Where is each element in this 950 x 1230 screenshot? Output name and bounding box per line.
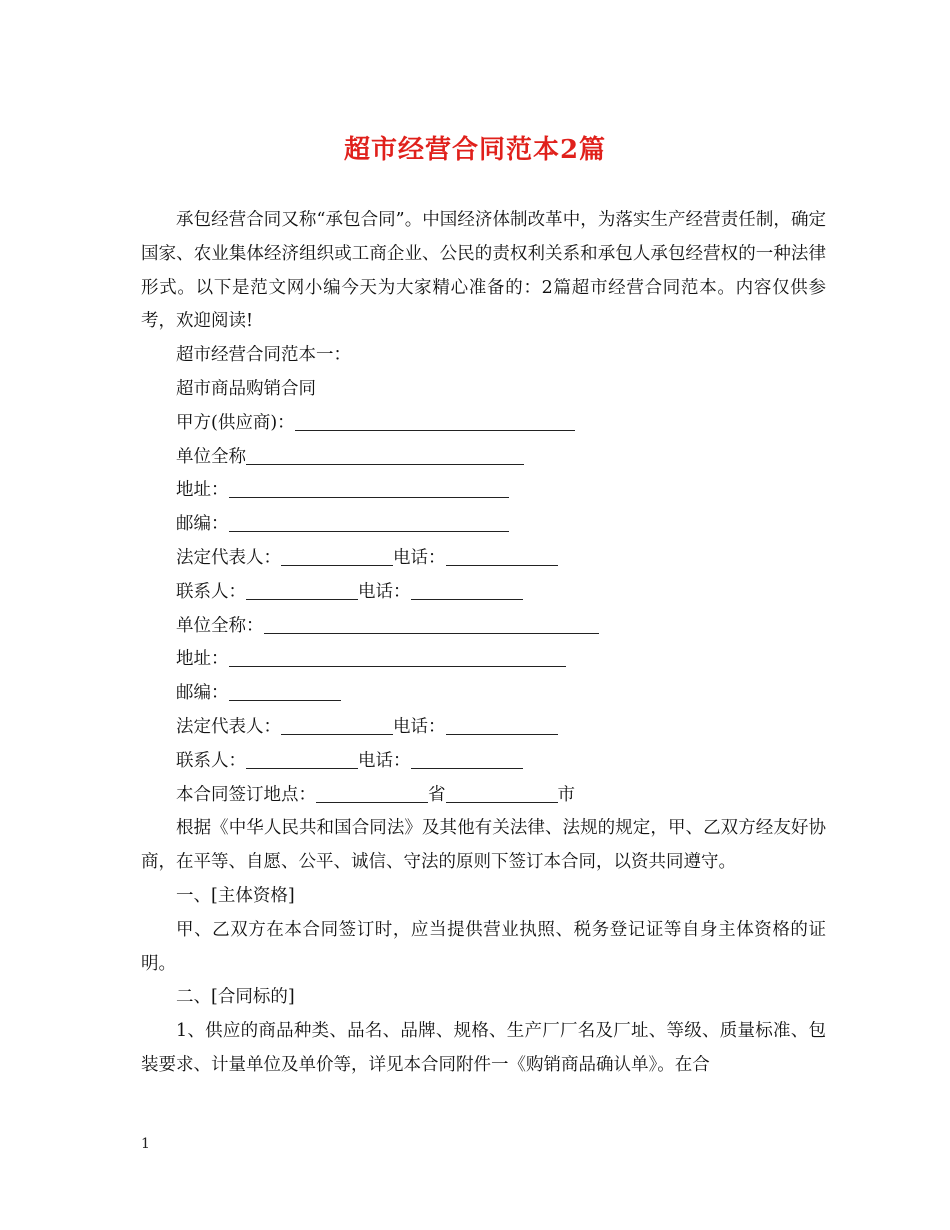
document-body [141,204,826,1083]
party-b-postcode-label: 邮编： [176,683,229,704]
party-a-phone-label: 电话： [393,547,446,568]
party-a-contact-blank [246,581,358,600]
clause-one-heading: 一、[主体资格] [176,885,295,906]
party-a-company-blank [246,446,524,465]
party-a-company-label: 单位全称 [176,446,246,467]
signing-province-label: 省 [428,784,446,805]
party-b-address-label: 地址： [176,649,229,670]
party-b-address-line [141,643,826,677]
signing-place-line [141,779,826,813]
party-a-postcode-label: 邮编： [176,514,229,535]
party-a-legal-rep-blank [281,547,393,566]
party-b-phone-blank [446,716,558,735]
preamble-paragraph: 根据《中华人民共和国合同法》及其他有关法律、法规的规定，甲、乙双方经友好协商，在平等、自愿、公平、诚信、守法的原则下签订本合同，以资共同遵守。 [141,818,826,873]
party-a-postcode-line [141,508,826,542]
party-b-postcode-blank [229,683,341,702]
party-b-phone-label: 电话： [393,716,446,737]
party-b-contact-label: 联系人： [176,750,246,771]
party-a-company-line [141,441,826,475]
party-b-contact-blank [246,750,358,769]
party-b-company-blank [264,615,599,634]
party-a-blank [295,412,575,431]
party-a-line [141,407,826,441]
party-b-phone-blank-2 [411,750,523,769]
section-one-heading: 超市经营合同范本一： [176,345,351,366]
clause-two-heading: 二、[合同标的] [176,987,295,1008]
party-a-phone-blank-2 [411,581,523,600]
party-b-company-line [141,610,826,644]
party-b-address-blank [229,649,566,668]
intro-paragraph: 承包经营合同又称“承包合同”。中国经济体制改革中，为落实生产经营责任制，确定国家、农业集体经济组织或工商企业、公民的责权利关系和承包人承包经营权的一种法律形式。以下是范文网小编今天为大家精心准备的：2篇超市经营合同范本。内容仅供参考，欢迎阅读! [141,210,826,332]
party-a-phone-blank [446,547,558,566]
party-a-address-line [141,474,826,508]
document-title: 超市经营合同范本2篇 [343,135,607,165]
clause-two-item-1: 1、供应的商品种类、品名、品牌、规格、生产厂厂名及厂址、等级、质量标准、包装要求、计量单位及单价等，详见本合同附件一《购销商品确认单》。在合 [141,1021,826,1075]
clause-one-text: 甲、乙双方在本合同签订时，应当提供营业执照、税务登记证等自身主体资格的证明。 [141,919,826,974]
party-b-legal-rep-label: 法定代表人： [176,716,281,737]
party-b-contact-line [141,745,826,779]
signing-city-label: 市 [557,784,575,805]
party-a-postcode-blank [229,514,509,533]
party-a-legal-rep-label: 法定代表人： [176,547,281,568]
party-a-phone-label-2: 电话： [358,581,411,602]
signing-city-blank [446,784,558,803]
party-a-address-blank [229,480,509,499]
party-a-contact-label: 联系人： [176,581,246,602]
party-a-address-label: 地址： [176,480,229,501]
contract-name: 超市商品购销合同 [176,378,316,399]
page-number: 1 [141,1136,150,1152]
party-b-company-label: 单位全称： [176,615,264,636]
party-b-postcode-line [141,677,826,711]
party-b-legal-rep-line [141,711,826,745]
signing-place-label: 本合同签订地点： [176,784,316,805]
party-b-phone-label-2: 电话： [358,750,411,771]
signing-province-blank [316,784,428,803]
party-a-legal-rep-line [141,542,826,576]
party-b-legal-rep-blank [281,716,393,735]
party-a-contact-line [141,576,826,610]
party-a-label: 甲方(供应商)： [176,412,295,433]
